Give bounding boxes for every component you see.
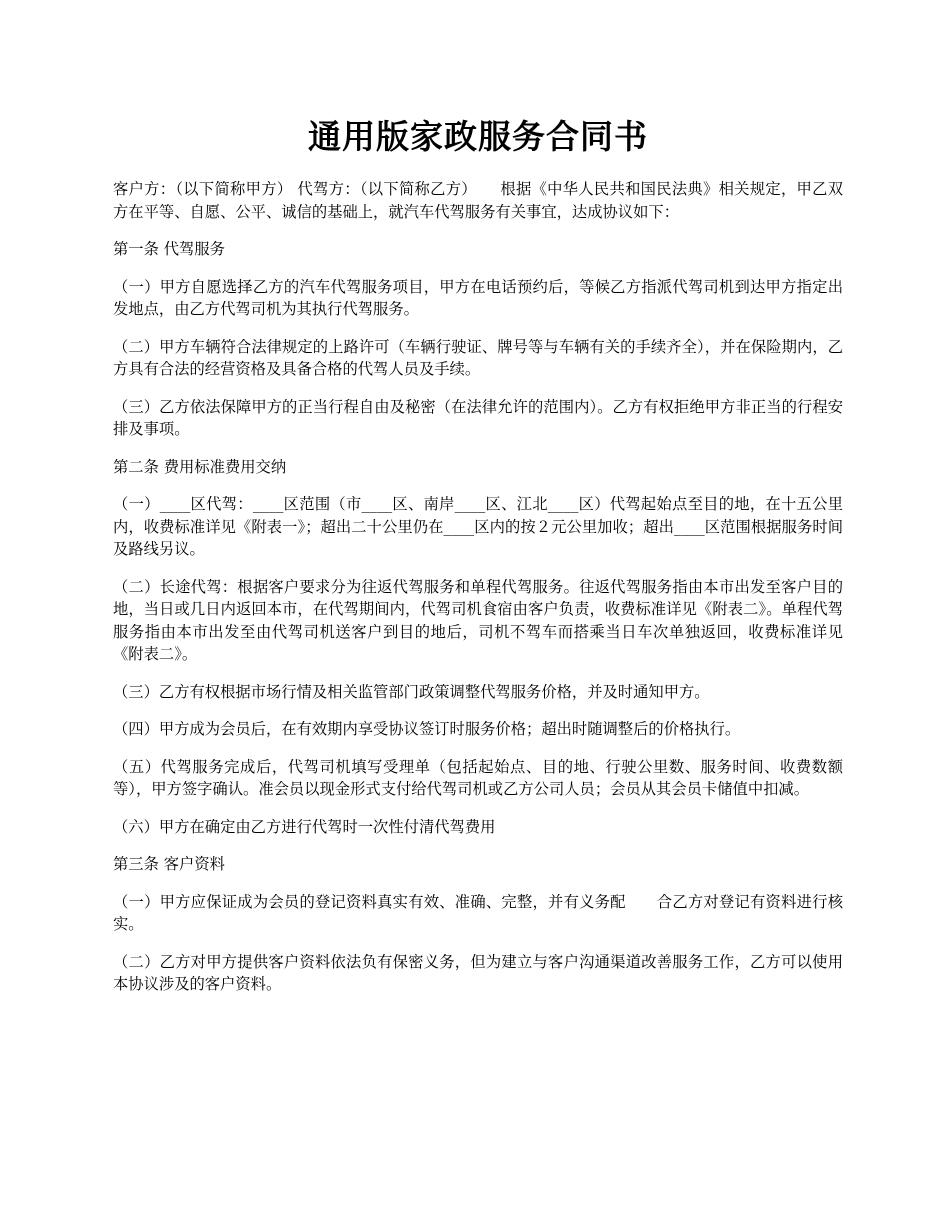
document-title: 通用版家政服务合同书 [308,117,648,156]
article-3-heading: 第三条 客户资料 [113,855,225,873]
article-2-clause-5: （五）代驾服务完成后，代驾司机填写受理单（包括起始点、目的地、行驶公里数、服务时间、收费数额等），甲方签字确认。准会员以现金形式支付给代驾司机或乙方公司人员；会员从其会员卡储值中扣减。 [113,757,843,798]
article-3-clause-1: （一）甲方应保证成为会员的登记资料真实有效、准确、完整，并有义务配 合乙方对登记有资料进行核实。 [113,892,843,933]
article-2-clause-3: （三）乙方有权根据市场行情及相关监管部门政策调整代驾服务价格，并及时通知甲方。 [113,682,710,701]
article-1-clause-3: （三）乙方依法保障甲方的正当行程自由及秘密（在法律允许的范围内）。乙方有权拒绝甲方非正当的行程安排及事项。 [113,397,843,438]
article-2-clause-6: （六）甲方在确定由乙方进行代驾时一次性付清代驾费用 [113,817,496,836]
article-3-clause-2: （二）乙方对甲方提供客户资料依法负有保密义务，但为建立与客户沟通渠道改善服务工作，乙方可以使用本协议涉及的客户资料。 [113,952,843,993]
document-body [113,178,843,996]
article-2-clause-2: （二）长途代驾：根据客户要求分为往返代驾服务和单程代驾服务。往返代驾服务指由本市出发至客户目的地，当日或几日内返回本市，在代驾期间内，代驾司机食宿由客户负责，收费标准详见《附表二》。单程代驾服务指由本市出发至由代驾司机送客户到目的地后，司机不驾车而搭乘当日车次单独返回，收费标准详见《附表二》。 [113,577,843,663]
article-2-clause-1: （一）____区代驾：____区范围（市____区、南岸____区、江北____区）代驾起始点至目的地，在十五公里内，收费标准详见《附表一》；超出二十公里仍在____区内的按２元公里加收；超出____区范围根据服务时间及路线另议。 [113,495,843,558]
article-1-clause-2: （二）甲方车辆符合法律规定的上路许可（车辆行驶证、牌号等与车辆有关的手续齐全），并在保险期内，乙方具有合法的经营资格及具备合格的代驾人员及手续。 [113,337,843,378]
document-page [113,0,843,1011]
article-2-heading: 第二条 费用标准费用交纳 [113,457,287,476]
article-1-heading: 第一条 代驾服务 [113,240,225,258]
intro-paragraph: 客户方：（以下简称甲方） 代驾方：（以下简称乙方） 根据《中华人民共和国民法典》相关规定，甲乙双方在平等、自愿、公平、诚信的基础上，就汽车代驾服务有关事宜，达成协议如下： [113,180,843,221]
article-1-clause-1: （一）甲方自愿选择乙方的汽车代驾服务项目，甲方在电话预约后，等候乙方指派代驾司机到达甲方指定出发地点，由乙方代驾司机为其执行代驾服务。 [113,277,843,318]
article-2-clause-4: （四）甲方成为会员后，在有效期内享受协议签订时服务价格；超出时随调整后的价格执行。 [113,720,741,738]
